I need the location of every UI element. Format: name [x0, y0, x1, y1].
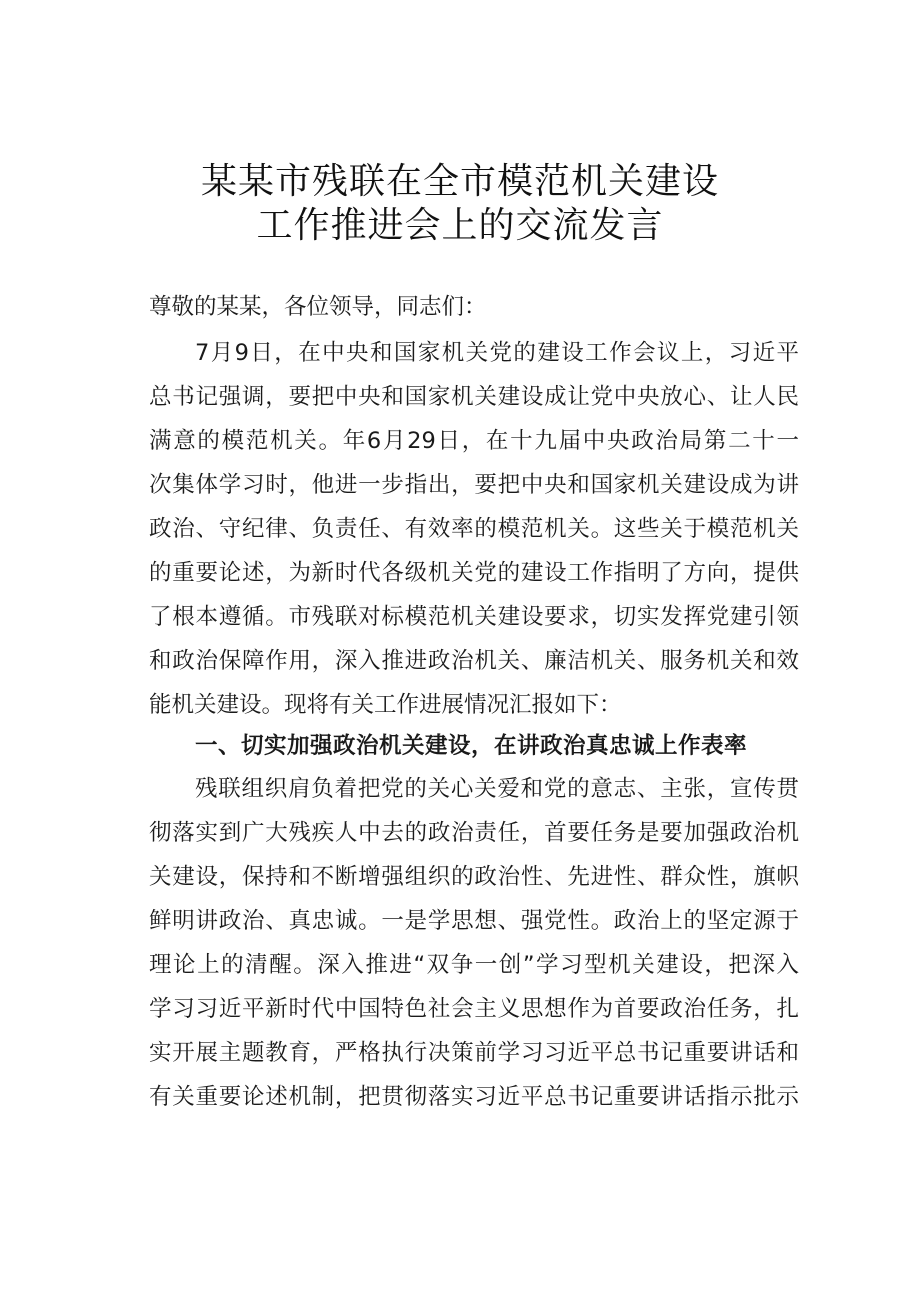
paragraph-2-line: 关建设，保持和不断增强组织的政治性、先进性、群众性，旗帜: [149, 864, 799, 890]
document-title-line-1: 某某市残联在全市模范机关建设: [200, 161, 719, 202]
paragraph-2-line: 彻落实到广大残疾人中去的政治责任，首要任务是要加强政治机: [149, 820, 799, 846]
section-1-heading: 一、切实加强政治机关建设，在讲政治真忠诚上作表率: [195, 733, 748, 759]
paragraph-1-line: 的重要论述，为新时代各级机关党的建设工作指明了方向，提供: [149, 560, 799, 586]
paragraph-2-line: 学习习近平新时代中国特色社会主义思想作为首要政治任务，扎: [149, 996, 799, 1022]
paragraph-2-line: 理论上的清醒。深入推进“双争一创”学习型机关建设，把深入: [149, 952, 799, 978]
paragraph-1-line: 能机关建设。现将有关工作进展情况汇报如下：: [149, 692, 622, 718]
paragraph-2-line: 残联组织肩负着把党的关心关爱和党的意志、主张，宣传贯: [195, 776, 799, 802]
paragraph-2-line: 有关重要论述机制，把贯彻落实习近平总书记重要讲话指示批示: [149, 1084, 799, 1110]
paragraph-1-line: 满意的模范机关。年6月29日，在十九届中央政治局第二十一: [149, 428, 799, 454]
paragraph-1-line: 了根本遵循。市残联对标模范机关建设要求，切实发挥党建引领: [149, 604, 799, 630]
salutation: 尊敬的某某，各位领导，同志们：: [149, 294, 487, 320]
paragraph-1-line: 总书记强调，要把中央和国家机关建设成让党中央放心、让人民: [149, 384, 799, 410]
paragraph-1-line: 次集体学习时，他进一步指出，要把中央和国家机关建设成为讲: [149, 472, 799, 498]
paragraph-2-line: 鲜明讲政治、真忠诚。一是学思想、强党性。政治上的坚定源于: [149, 908, 799, 934]
document-title-line-2: 工作推进会上的交流发言: [256, 205, 664, 246]
paragraph-1-line: 政治、守纪律、负责任、有效率的模范机关。这些关于模范机关: [149, 516, 799, 542]
paragraph-1-line: 和政治保障作用，深入推进政治机关、廉洁机关、服务机关和效: [149, 648, 799, 674]
paragraph-2-line: 实开展主题教育，严格执行决策前学习习近平总书记重要讲话和: [149, 1040, 799, 1066]
paragraph-1-line: 7月9日，在中央和国家机关党的建设工作会议上，习近平: [195, 340, 799, 366]
